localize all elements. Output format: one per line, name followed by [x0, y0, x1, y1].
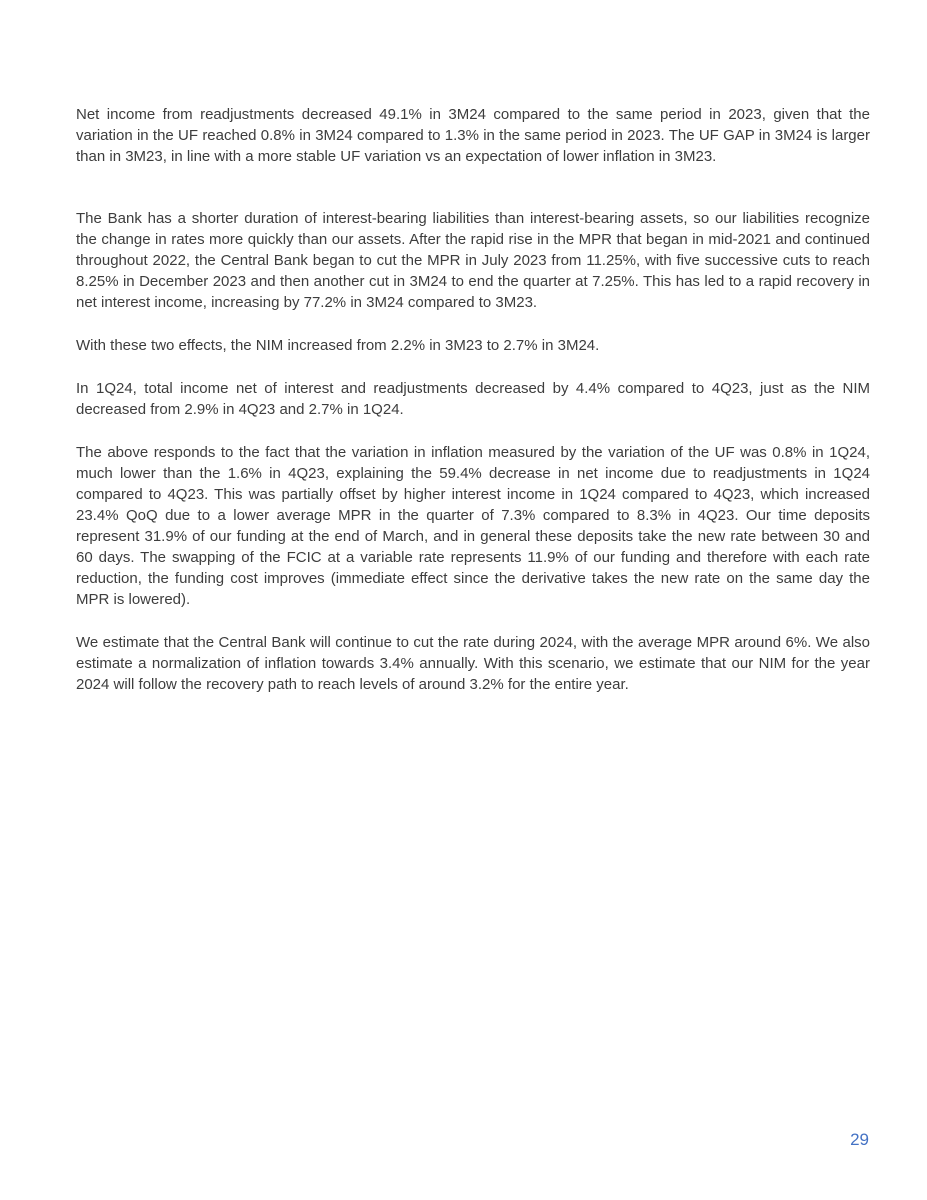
paragraph-bank-duration-mpr-cuts: The Bank has a shorter duration of interest-bearing liabilities than interest-bearing assets, so our liabilities recognize the change in rates more quickly than our assets. After the rapid rise in the MPR that began in mid-2021 and continued throughout 2022, the Central Bank began to cut the MPR in July 2023 from 11.25%, with five successive cuts to reach 8.25% in December 2023 and then another cut in 3M24 to end the quarter at 7.25%. This has led to a rapid recovery in net interest income, increasing by 77.2% in 3M24 compared to 3M23. [76, 210, 870, 311]
page-body [76, 104, 870, 717]
paragraph-2024-rate-estimate: We estimate that the Central Bank will continue to cut the rate during 2024, with the average MPR around 6%. We also estimate a normalization of inflation towards 3.4% annually. With this scenario, we estimate that our NIM for the year 2024 will follow the recovery path to reach levels of around 3.2% for the entire year. [76, 634, 870, 693]
paragraph-inflation-uf-detail: The above responds to the fact that the variation in inflation measured by the variation of the UF was 0.8% in 1Q24, much lower than the 1.6% in 4Q23, explaining the 59.4% decrease in net income due to readjustments in 1Q24 compared to 4Q23. This was partially offset by higher interest income in 1Q24 compared to 4Q23, which increased 23.4% QoQ due to a lower average MPR in the quarter of 7.3% compared to 8.3% in 4Q23. Our time deposits represent 31.9% of our funding at the end of March, and in general these deposits take the new rate between 30 and 60 days. The swapping of the FCIC at a variable rate represents 11.9% of our funding and therefore with each rate reduction, the funding cost improves (immediate effect since the derivative takes the new rate on the same day the MPR is lowered). [76, 444, 870, 608]
paragraph-1q24-total-income: In 1Q24, total income net of interest and readjustments decreased by 4.4% compared to 4Q23, just as the NIM decreased from 2.9% in 4Q23 and 2.7% in 1Q24. [76, 380, 870, 418]
paragraph-nim-increase: With these two effects, the NIM increased from 2.2% in 3M23 to 2.7% in 3M24. [76, 337, 600, 354]
page-number: 29 [850, 1130, 869, 1149]
paragraph-net-income-readjustments: Net income from readjustments decreased 49.1% in 3M24 compared to the same period in 2023, given that the variation in the UF reached 0.8% in 3M24 compared to 1.3% in the same period in 2023. The UF GAP in 3M24 is larger than in 3M23, in line with a more stable UF variation vs an expectation of lower inflation in 3M23. [76, 106, 870, 165]
